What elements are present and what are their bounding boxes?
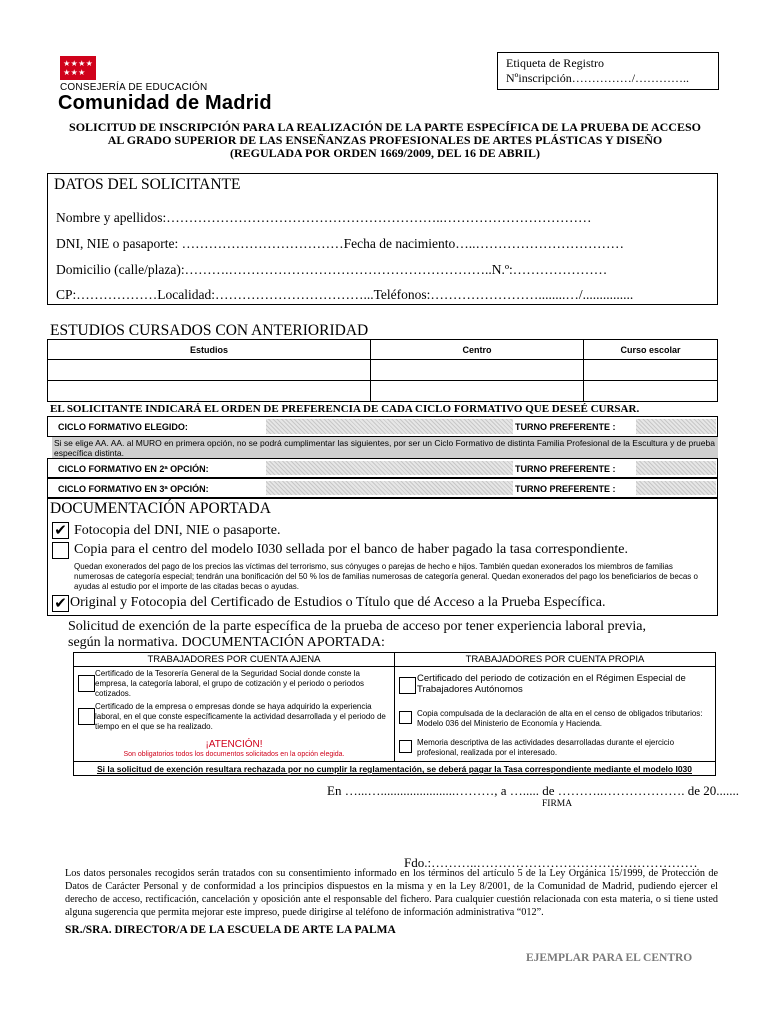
cycle1-row — [47, 416, 718, 437]
privacy-notice: Los datos personales recogidos serán tratados con su consentimiento informado en los términos del artículo 5 de la Ley Orgánica 15/1999, de Protección de Datos de Carácter Personal y de conformidad a los principios dispuestos en la misma y en la Ley 8/2001, de la Comunidad de Madrid, pudiendo ejercer el derecho de acceso, rectificación, cancelación y oposición ante el responsable del fichero. Para cualquier cuestión relacionada con esta materia, o si tiene usted alguna sugerencia que permita mejorar este impreso, puede dirigirse al teléfono de información administrativa “012”. — [65, 868, 718, 918]
exemption-line-1: Solicitud de exención de la parte específica de la prueba de acceso por tener experiencia laboral previa, — [68, 619, 646, 634]
propia1-checkbox[interactable] — [399, 677, 416, 694]
cycle3-label: CICLO FORMATIVO EN 3ª OPCIÓN: — [58, 484, 209, 494]
documents-section — [47, 498, 718, 616]
cycle2-label: CICLO FORMATIVO EN 2ª OPCIÓN: — [58, 464, 209, 474]
doc2-checkbox[interactable] — [52, 542, 69, 559]
year-col-header: Curso escolar — [584, 340, 718, 360]
name-field[interactable]: Nombre y apellidos:……………………………………………………..…………………………… — [56, 210, 592, 225]
cycle1-input[interactable] — [266, 419, 513, 434]
workers-table — [73, 652, 716, 776]
center-cell[interactable] — [371, 360, 584, 381]
registry-number: Nºinscripción……………/………….. — [506, 71, 690, 85]
muro-note: Si se elige AA. AA. al MURO en primera opción, no se podrá cumplimentar las siguientes, por ser un Ciclo Formativo de distinta Familia Profesional de la Escultura y de prueba específica distinta. — [52, 437, 718, 458]
cycle2-row — [47, 458, 718, 478]
signature-name-field[interactable]: Fdo.:………..…………………………………………… — [404, 855, 698, 870]
registry-label-box — [497, 52, 719, 90]
cycle1-label: CICLO FORMATIVO ELEGIDO: — [58, 422, 188, 432]
doc1-label: Fotocopia del DNI, NIE o pasaporte. — [74, 523, 281, 538]
exempt-note: Quedan exonerados del pago de los precios las víctimas del terrorismo, sus cónyuges o parejas de hecho e hijos. También quedan exonerados los miembros de familias numerosas de categoría especial; tendrán una bonificación del 50 % los de familias numerosas de categoría general. Quedan exonerados del pago los beneficiarios de becas o ayudas al estudio por el importe de las citadas becas o ayudas. — [74, 562, 698, 591]
doc2-label: Copia para el centro del modelo I030 sellada por el banco de haber pagado la tasa correspondiente. — [74, 542, 628, 557]
title-line-3: (REGULADA POR ORDEN 1669/2009, DEL 16 DE ABRIL) — [229, 146, 541, 160]
form-title — [40, 121, 730, 160]
cycle3-input[interactable] — [266, 481, 513, 495]
registry-label: Etiqueta de Registro — [506, 56, 604, 70]
applicant-section — [47, 173, 718, 305]
ajena1-checkbox[interactable] — [78, 675, 95, 692]
ajena-header: TRABAJADORES POR CUENTA AJENA — [147, 654, 321, 665]
doc3-label: Original y Fotocopia del Certificado de Estudios o Título que dé Acceso a la Prueba Específica. — [70, 595, 606, 610]
year-cell[interactable] — [584, 381, 718, 402]
propia2-checkbox[interactable] — [399, 711, 412, 724]
place-date-field[interactable]: En …...….......................………, a …..... de ………..………………. de 20....... — [327, 783, 740, 798]
org-name: Comunidad de Madrid — [58, 92, 272, 114]
copy-label: EJEMPLAR PARA EL CENTRO — [526, 952, 693, 964]
firma-label: FIRMA — [542, 799, 573, 809]
studies-col-header: Estudios — [48, 340, 371, 360]
studies-table — [47, 339, 718, 402]
postal-phone-field[interactable]: CP:………………Localidad:……………………………...Teléfonos:……………………........…/............... — [56, 287, 634, 302]
org-department: CONSEJERÍA DE EDUCACIÓN — [60, 82, 208, 93]
address-field[interactable]: Domicilio (calle/plaza):……….…………………………………………………..N.º:………………… — [56, 262, 608, 277]
cycle2-shift-label: TURNO PREFERENTE : — [515, 464, 616, 474]
center-cell[interactable] — [371, 381, 584, 402]
year-cell[interactable] — [584, 360, 718, 381]
cycle2-input[interactable] — [266, 461, 513, 475]
cycle3-shift-label: TURNO PREFERENTE : — [515, 484, 616, 494]
cycle2-shift-input[interactable] — [636, 461, 716, 475]
title-line-2: AL GRADO SUPERIOR DE LAS ENSEÑANZAS PROFESIONALES DE ARTES PLÁSTICAS Y DISEÑO — [107, 133, 663, 147]
applicant-heading: DATOS DEL SOLICITANTE — [54, 176, 241, 193]
doc3-checkbox[interactable]: ✔ — [52, 595, 69, 612]
title-line-1: SOLICITUD DE INSCRIPCIÓN PARA LA REALIZACIÓN DE LA PARTE ESPECÍFICA DE LA PRUEBA DE ACCESO — [69, 120, 701, 134]
doc1-checkbox[interactable]: ✔ — [52, 522, 69, 539]
preference-heading: EL SOLICITANTE INDICARÁ EL ORDEN DE PREFERENCIA DE CADA CICLO FORMATIVO QUE DESEÉ CURSAR. — [50, 403, 640, 415]
addressee: SR./SRA. DIRECTOR/A DE LA ESCUELA DE ARTE LA PALMA — [65, 924, 396, 936]
cycle1-shift-label: TURNO PREFERENTE : — [515, 422, 616, 432]
studies-heading: ESTUDIOS CURSADOS CON ANTERIORIDAD — [50, 322, 369, 339]
center-col-header: Centro — [371, 340, 584, 360]
cycle1-shift-input[interactable] — [636, 419, 716, 434]
documents-heading: DOCUMENTACIÓN APORTADA — [50, 500, 271, 517]
ajena2-label: Certificado de la empresa o empresas donde se haya adquirido la experiencia laboral, en el que conste específicamente la actividad desarrollada y el periodo de tiempo en el que se ha realizado. — [95, 702, 386, 731]
studies-cell[interactable] — [48, 360, 371, 381]
propia3-checkbox[interactable] — [399, 740, 412, 753]
exemption-text — [68, 619, 646, 651]
propia1-label: Certificado del periodo de cotización en el Régimen Especial de Trabajadores Autónomos — [417, 673, 686, 695]
propia2-label: Copia compulsada de la declaración de alta en el censo de obligados tributarios: Modelo 036 del Ministerio de Economía y Hacienda. — [417, 709, 703, 728]
id-birthdate-field[interactable]: DNI, NIE o pasaporte: ………………………………Fecha de nacimiento…..…………………………… — [56, 236, 625, 251]
exemption-line-2: según la normativa. DOCUMENTACIÓN APORTADA: — [68, 635, 385, 650]
madrid-flag-logo: ★ ★ ★ ★ ★ ★ ★ — [60, 56, 96, 80]
studies-cell[interactable] — [48, 381, 371, 402]
ajena2-checkbox[interactable] — [78, 708, 95, 725]
propia-header: TRABAJADORES POR CUENTA PROPIA — [465, 654, 645, 665]
cycle3-row — [47, 478, 718, 498]
propia3-label: Memoria descriptiva de las actividades desarrolladas durante el ejercicio profesional, realizada por el interesado. — [417, 738, 675, 757]
ajena1-label: Certificado de la Tesorería General de la Seguridad Social donde conste la empresa, la categoría laboral, el grupo de cotización y el periodo o periodos cotizados. — [95, 669, 365, 698]
attention-title: ¡ATENCIÓN! — [205, 739, 263, 750]
attention-note: Son obligatorios todos los documentos solicitados en la opción elegida. — [123, 751, 345, 758]
rejection-note: Si la solicitud de exención resultara rechazada por no cumplir la reglamentación, se deberá pagar la Tasa correspondiente mediante el modelo I030 — [96, 764, 693, 774]
cycle3-shift-input[interactable] — [636, 481, 716, 495]
